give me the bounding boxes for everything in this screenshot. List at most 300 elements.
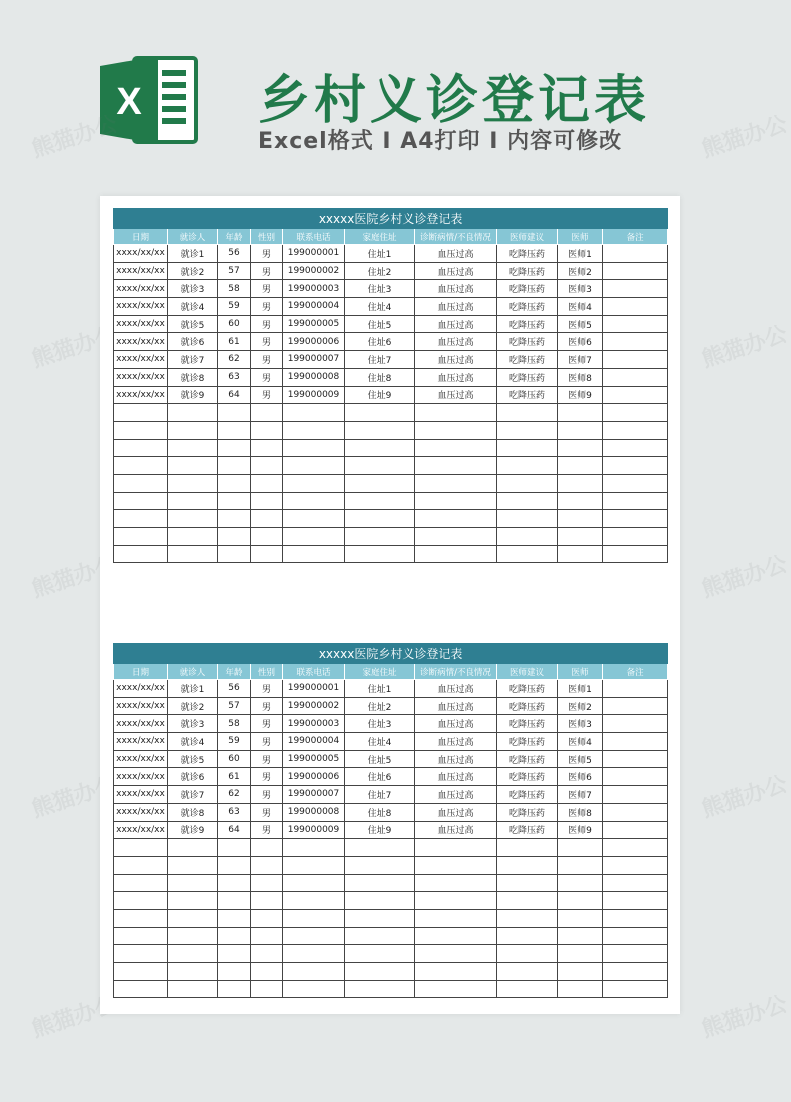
table-cell[interactable]: 血压过高 <box>415 697 497 715</box>
table-cell[interactable]: 男 <box>251 697 283 715</box>
table-cell[interactable]: 57 <box>218 262 251 280</box>
empty-cell[interactable] <box>283 474 345 492</box>
table-cell[interactable] <box>603 680 668 698</box>
empty-cell[interactable] <box>251 945 283 963</box>
table-cell[interactable]: 住址5 <box>345 750 415 768</box>
table-cell[interactable]: 男 <box>251 821 283 839</box>
table-cell[interactable]: 医师9 <box>558 821 603 839</box>
empty-cell[interactable] <box>218 545 251 563</box>
empty-cell[interactable] <box>558 963 603 981</box>
empty-cell[interactable] <box>558 874 603 892</box>
empty-cell[interactable] <box>114 909 168 927</box>
table-cell[interactable]: xxxx/xx/xx <box>114 333 168 351</box>
empty-cell[interactable] <box>603 874 668 892</box>
table-cell[interactable]: xxxx/xx/xx <box>114 750 168 768</box>
empty-cell[interactable] <box>251 839 283 857</box>
table-cell[interactable]: 男 <box>251 680 283 698</box>
table-cell[interactable]: 199000004 <box>283 733 345 751</box>
empty-cell[interactable] <box>283 909 345 927</box>
table-cell[interactable]: 住址2 <box>345 262 415 280</box>
table-cell[interactable]: 199000009 <box>283 821 345 839</box>
table-cell[interactable]: 血压过高 <box>415 821 497 839</box>
empty-cell[interactable] <box>345 927 415 945</box>
empty-cell[interactable] <box>497 839 558 857</box>
empty-cell[interactable] <box>168 457 218 475</box>
table-cell[interactable]: xxxx/xx/xx <box>114 315 168 333</box>
empty-cell[interactable] <box>114 892 168 910</box>
empty-cell[interactable] <box>168 927 218 945</box>
empty-cell[interactable] <box>114 945 168 963</box>
table-cell[interactable]: xxxx/xx/xx <box>114 386 168 404</box>
table-cell[interactable]: 199000008 <box>283 803 345 821</box>
empty-cell[interactable] <box>251 545 283 563</box>
empty-cell[interactable] <box>345 963 415 981</box>
empty-cell[interactable] <box>168 945 218 963</box>
empty-cell[interactable] <box>114 839 168 857</box>
empty-cell[interactable] <box>114 474 168 492</box>
empty-cell[interactable] <box>218 927 251 945</box>
table-cell[interactable]: 60 <box>218 750 251 768</box>
table-cell[interactable]: 血压过高 <box>415 245 497 263</box>
empty-cell[interactable] <box>114 457 168 475</box>
table-cell[interactable]: 63 <box>218 368 251 386</box>
table-cell[interactable] <box>603 786 668 804</box>
table-cell[interactable]: 医师8 <box>558 803 603 821</box>
empty-cell[interactable] <box>558 980 603 998</box>
empty-cell[interactable] <box>168 892 218 910</box>
table-cell[interactable]: 199000008 <box>283 368 345 386</box>
table-cell[interactable]: 就诊5 <box>168 750 218 768</box>
empty-cell[interactable] <box>415 892 497 910</box>
table-cell[interactable]: 血压过高 <box>415 786 497 804</box>
empty-cell[interactable] <box>497 856 558 874</box>
empty-cell[interactable] <box>603 439 668 457</box>
table-cell[interactable]: 医师5 <box>558 315 603 333</box>
table-cell[interactable] <box>603 768 668 786</box>
table-cell[interactable]: 医师2 <box>558 262 603 280</box>
table-cell[interactable]: xxxx/xx/xx <box>114 351 168 369</box>
table-cell[interactable] <box>603 262 668 280</box>
empty-cell[interactable] <box>558 510 603 528</box>
table-cell[interactable]: 吃降压药 <box>497 298 558 316</box>
table-cell[interactable]: 就诊2 <box>168 262 218 280</box>
table-cell[interactable] <box>603 315 668 333</box>
empty-cell[interactable] <box>603 528 668 546</box>
table-cell[interactable]: 199000007 <box>283 351 345 369</box>
empty-cell[interactable] <box>114 528 168 546</box>
empty-cell[interactable] <box>603 457 668 475</box>
table-cell[interactable]: xxxx/xx/xx <box>114 768 168 786</box>
table-cell[interactable] <box>603 697 668 715</box>
empty-cell[interactable] <box>415 927 497 945</box>
table-cell[interactable]: 男 <box>251 245 283 263</box>
table-cell[interactable]: 57 <box>218 697 251 715</box>
empty-cell[interactable] <box>283 421 345 439</box>
table-cell[interactable]: 医师3 <box>558 715 603 733</box>
empty-cell[interactable] <box>251 856 283 874</box>
empty-cell[interactable] <box>497 945 558 963</box>
table-cell[interactable]: 199000007 <box>283 786 345 804</box>
table-cell[interactable]: 56 <box>218 245 251 263</box>
table-cell[interactable]: 男 <box>251 803 283 821</box>
empty-cell[interactable] <box>603 945 668 963</box>
table-cell[interactable] <box>603 280 668 298</box>
table-cell[interactable]: 199000003 <box>283 715 345 733</box>
empty-cell[interactable] <box>558 545 603 563</box>
table-cell[interactable]: 男 <box>251 298 283 316</box>
table-cell[interactable]: 男 <box>251 315 283 333</box>
table-cell[interactable]: xxxx/xx/xx <box>114 715 168 733</box>
empty-cell[interactable] <box>114 927 168 945</box>
empty-cell[interactable] <box>558 856 603 874</box>
empty-cell[interactable] <box>218 963 251 981</box>
table-cell[interactable] <box>603 750 668 768</box>
empty-cell[interactable] <box>114 545 168 563</box>
table-cell[interactable]: 就诊8 <box>168 368 218 386</box>
empty-cell[interactable] <box>345 528 415 546</box>
table-cell[interactable]: 199000002 <box>283 262 345 280</box>
table-cell[interactable]: xxxx/xx/xx <box>114 680 168 698</box>
table-cell[interactable] <box>603 368 668 386</box>
table-cell[interactable]: 医师1 <box>558 245 603 263</box>
empty-cell[interactable] <box>497 874 558 892</box>
empty-cell[interactable] <box>218 421 251 439</box>
empty-cell[interactable] <box>251 492 283 510</box>
empty-cell[interactable] <box>168 510 218 528</box>
table-cell[interactable]: 就诊9 <box>168 821 218 839</box>
empty-cell[interactable] <box>603 421 668 439</box>
empty-cell[interactable] <box>497 421 558 439</box>
table-cell[interactable]: xxxx/xx/xx <box>114 262 168 280</box>
table-cell[interactable]: 199000005 <box>283 750 345 768</box>
empty-cell[interactable] <box>415 980 497 998</box>
table-cell[interactable]: 吃降压药 <box>497 386 558 404</box>
table-cell[interactable]: 62 <box>218 351 251 369</box>
empty-cell[interactable] <box>558 892 603 910</box>
empty-cell[interactable] <box>251 892 283 910</box>
table-cell[interactable]: 住址8 <box>345 368 415 386</box>
empty-cell[interactable] <box>497 404 558 422</box>
empty-cell[interactable] <box>603 492 668 510</box>
empty-cell[interactable] <box>415 839 497 857</box>
empty-cell[interactable] <box>345 439 415 457</box>
empty-cell[interactable] <box>114 510 168 528</box>
empty-cell[interactable] <box>168 856 218 874</box>
empty-cell[interactable] <box>603 510 668 528</box>
empty-cell[interactable] <box>415 510 497 528</box>
empty-cell[interactable] <box>558 404 603 422</box>
table-cell[interactable]: xxxx/xx/xx <box>114 368 168 386</box>
empty-cell[interactable] <box>497 528 558 546</box>
empty-cell[interactable] <box>218 909 251 927</box>
empty-cell[interactable] <box>558 457 603 475</box>
empty-cell[interactable] <box>251 457 283 475</box>
empty-cell[interactable] <box>497 492 558 510</box>
empty-cell[interactable] <box>114 874 168 892</box>
empty-cell[interactable] <box>114 421 168 439</box>
table-cell[interactable]: 59 <box>218 298 251 316</box>
empty-cell[interactable] <box>251 874 283 892</box>
empty-cell[interactable] <box>283 545 345 563</box>
empty-cell[interactable] <box>558 421 603 439</box>
table-cell[interactable] <box>603 245 668 263</box>
empty-cell[interactable] <box>168 874 218 892</box>
empty-cell[interactable] <box>415 945 497 963</box>
empty-cell[interactable] <box>603 892 668 910</box>
table-cell[interactable] <box>603 803 668 821</box>
table-cell[interactable]: 就诊9 <box>168 386 218 404</box>
empty-cell[interactable] <box>415 404 497 422</box>
empty-cell[interactable] <box>603 839 668 857</box>
empty-cell[interactable] <box>218 945 251 963</box>
table-cell[interactable]: 199000005 <box>283 315 345 333</box>
empty-cell[interactable] <box>345 945 415 963</box>
table-cell[interactable]: 199000001 <box>283 245 345 263</box>
empty-cell[interactable] <box>251 927 283 945</box>
empty-cell[interactable] <box>251 421 283 439</box>
table-cell[interactable]: 血压过高 <box>415 750 497 768</box>
empty-cell[interactable] <box>168 545 218 563</box>
empty-cell[interactable] <box>415 439 497 457</box>
empty-cell[interactable] <box>497 927 558 945</box>
table-cell[interactable]: 吃降压药 <box>497 803 558 821</box>
empty-cell[interactable] <box>283 945 345 963</box>
empty-cell[interactable] <box>251 510 283 528</box>
empty-cell[interactable] <box>497 909 558 927</box>
table-cell[interactable]: 血压过高 <box>415 368 497 386</box>
empty-cell[interactable] <box>114 980 168 998</box>
table-cell[interactable]: 住址4 <box>345 733 415 751</box>
empty-cell[interactable] <box>558 839 603 857</box>
table-cell[interactable]: xxxx/xx/xx <box>114 733 168 751</box>
empty-cell[interactable] <box>603 545 668 563</box>
table-cell[interactable] <box>603 351 668 369</box>
table-cell[interactable]: 就诊7 <box>168 351 218 369</box>
empty-cell[interactable] <box>251 474 283 492</box>
table-cell[interactable]: 吃降压药 <box>497 733 558 751</box>
table-cell[interactable]: 医师5 <box>558 750 603 768</box>
empty-cell[interactable] <box>415 457 497 475</box>
table-cell[interactable]: 63 <box>218 803 251 821</box>
empty-cell[interactable] <box>218 856 251 874</box>
empty-cell[interactable] <box>415 528 497 546</box>
empty-cell[interactable] <box>218 404 251 422</box>
table-cell[interactable]: 就诊3 <box>168 715 218 733</box>
empty-cell[interactable] <box>114 856 168 874</box>
table-cell[interactable]: 就诊6 <box>168 333 218 351</box>
empty-cell[interactable] <box>558 909 603 927</box>
table-cell[interactable] <box>603 821 668 839</box>
table-cell[interactable]: 58 <box>218 280 251 298</box>
table-cell[interactable]: 56 <box>218 680 251 698</box>
table-cell[interactable]: 64 <box>218 386 251 404</box>
table-cell[interactable]: 吃降压药 <box>497 715 558 733</box>
table-cell[interactable]: 就诊4 <box>168 733 218 751</box>
table-cell[interactable]: 吃降压药 <box>497 697 558 715</box>
table-cell[interactable]: 就诊3 <box>168 280 218 298</box>
empty-cell[interactable] <box>218 510 251 528</box>
empty-cell[interactable] <box>603 927 668 945</box>
empty-cell[interactable] <box>345 892 415 910</box>
table-cell[interactable]: 医师1 <box>558 680 603 698</box>
table-cell[interactable]: 男 <box>251 786 283 804</box>
empty-cell[interactable] <box>558 927 603 945</box>
empty-cell[interactable] <box>415 492 497 510</box>
table-cell[interactable]: 住址9 <box>345 386 415 404</box>
empty-cell[interactable] <box>283 510 345 528</box>
empty-cell[interactable] <box>114 963 168 981</box>
table-cell[interactable]: 住址6 <box>345 768 415 786</box>
table-cell[interactable]: 就诊1 <box>168 245 218 263</box>
table-cell[interactable]: 血压过高 <box>415 298 497 316</box>
table-cell[interactable]: 医师2 <box>558 697 603 715</box>
empty-cell[interactable] <box>345 474 415 492</box>
empty-cell[interactable] <box>497 457 558 475</box>
empty-cell[interactable] <box>603 474 668 492</box>
table-cell[interactable]: 男 <box>251 715 283 733</box>
empty-cell[interactable] <box>251 963 283 981</box>
empty-cell[interactable] <box>558 528 603 546</box>
table-cell[interactable]: 住址4 <box>345 298 415 316</box>
table-cell[interactable]: 住址6 <box>345 333 415 351</box>
table-cell[interactable]: 199000004 <box>283 298 345 316</box>
table-cell[interactable]: 医师7 <box>558 351 603 369</box>
empty-cell[interactable] <box>283 457 345 475</box>
table-cell[interactable]: 吃降压药 <box>497 262 558 280</box>
table-cell[interactable]: 吃降压药 <box>497 280 558 298</box>
table-cell[interactable]: xxxx/xx/xx <box>114 280 168 298</box>
table-cell[interactable]: 吃降压药 <box>497 680 558 698</box>
empty-cell[interactable] <box>603 980 668 998</box>
empty-cell[interactable] <box>497 980 558 998</box>
table-cell[interactable]: 199000006 <box>283 768 345 786</box>
empty-cell[interactable] <box>415 474 497 492</box>
table-cell[interactable]: 血压过高 <box>415 386 497 404</box>
table-cell[interactable]: 血压过高 <box>415 803 497 821</box>
table-cell[interactable]: xxxx/xx/xx <box>114 245 168 263</box>
empty-cell[interactable] <box>415 909 497 927</box>
table-cell[interactable]: 199000002 <box>283 697 345 715</box>
empty-cell[interactable] <box>168 421 218 439</box>
empty-cell[interactable] <box>218 874 251 892</box>
empty-cell[interactable] <box>283 927 345 945</box>
empty-cell[interactable] <box>114 492 168 510</box>
table-cell[interactable]: 就诊2 <box>168 697 218 715</box>
table-cell[interactable]: 吃降压药 <box>497 333 558 351</box>
empty-cell[interactable] <box>558 492 603 510</box>
table-cell[interactable]: 61 <box>218 333 251 351</box>
table-cell[interactable]: 医师4 <box>558 298 603 316</box>
table-cell[interactable]: 住址3 <box>345 280 415 298</box>
table-cell[interactable]: xxxx/xx/xx <box>114 821 168 839</box>
empty-cell[interactable] <box>345 980 415 998</box>
table-cell[interactable]: 血压过高 <box>415 315 497 333</box>
table-cell[interactable]: 男 <box>251 733 283 751</box>
empty-cell[interactable] <box>415 963 497 981</box>
empty-cell[interactable] <box>283 980 345 998</box>
empty-cell[interactable] <box>283 856 345 874</box>
table-cell[interactable]: 就诊1 <box>168 680 218 698</box>
table-cell[interactable]: 血压过高 <box>415 280 497 298</box>
table-cell[interactable]: 就诊4 <box>168 298 218 316</box>
empty-cell[interactable] <box>497 510 558 528</box>
table-cell[interactable]: 住址2 <box>345 697 415 715</box>
empty-cell[interactable] <box>168 839 218 857</box>
table-cell[interactable]: 男 <box>251 386 283 404</box>
empty-cell[interactable] <box>168 528 218 546</box>
table-cell[interactable]: 男 <box>251 333 283 351</box>
empty-cell[interactable] <box>251 909 283 927</box>
empty-cell[interactable] <box>497 963 558 981</box>
empty-cell[interactable] <box>558 439 603 457</box>
empty-cell[interactable] <box>415 874 497 892</box>
empty-cell[interactable] <box>251 980 283 998</box>
table-cell[interactable]: 吃降压药 <box>497 368 558 386</box>
empty-cell[interactable] <box>345 510 415 528</box>
table-cell[interactable]: 199000001 <box>283 680 345 698</box>
table-cell[interactable]: 住址1 <box>345 680 415 698</box>
empty-cell[interactable] <box>218 492 251 510</box>
empty-cell[interactable] <box>283 892 345 910</box>
empty-cell[interactable] <box>497 439 558 457</box>
empty-cell[interactable] <box>218 980 251 998</box>
table-cell[interactable]: 男 <box>251 368 283 386</box>
empty-cell[interactable] <box>497 892 558 910</box>
empty-cell[interactable] <box>345 457 415 475</box>
empty-cell[interactable] <box>283 404 345 422</box>
empty-cell[interactable] <box>603 404 668 422</box>
table-cell[interactable]: 59 <box>218 733 251 751</box>
table-cell[interactable]: 医师3 <box>558 280 603 298</box>
table-cell[interactable]: 住址5 <box>345 315 415 333</box>
table-cell[interactable]: 60 <box>218 315 251 333</box>
empty-cell[interactable] <box>603 963 668 981</box>
table-cell[interactable]: 血压过高 <box>415 768 497 786</box>
table-cell[interactable]: 吃降压药 <box>497 315 558 333</box>
table-cell[interactable]: 血压过高 <box>415 351 497 369</box>
empty-cell[interactable] <box>283 874 345 892</box>
empty-cell[interactable] <box>283 492 345 510</box>
empty-cell[interactable] <box>415 421 497 439</box>
table-cell[interactable]: 吃降压药 <box>497 821 558 839</box>
empty-cell[interactable] <box>497 474 558 492</box>
table-cell[interactable]: xxxx/xx/xx <box>114 803 168 821</box>
table-cell[interactable] <box>603 333 668 351</box>
empty-cell[interactable] <box>283 839 345 857</box>
empty-cell[interactable] <box>603 856 668 874</box>
empty-cell[interactable] <box>558 945 603 963</box>
table-cell[interactable]: 医师9 <box>558 386 603 404</box>
empty-cell[interactable] <box>114 404 168 422</box>
empty-cell[interactable] <box>218 892 251 910</box>
table-cell[interactable]: 住址3 <box>345 715 415 733</box>
empty-cell[interactable] <box>168 474 218 492</box>
table-cell[interactable] <box>603 386 668 404</box>
table-cell[interactable]: 吃降压药 <box>497 245 558 263</box>
table-cell[interactable]: 199000003 <box>283 280 345 298</box>
empty-cell[interactable] <box>251 528 283 546</box>
empty-cell[interactable] <box>168 404 218 422</box>
empty-cell[interactable] <box>251 439 283 457</box>
table-cell[interactable] <box>603 298 668 316</box>
table-cell[interactable]: 199000006 <box>283 333 345 351</box>
empty-cell[interactable] <box>283 963 345 981</box>
table-cell[interactable] <box>603 733 668 751</box>
table-cell[interactable]: 男 <box>251 262 283 280</box>
table-cell[interactable]: 医师7 <box>558 786 603 804</box>
table-cell[interactable]: 住址8 <box>345 803 415 821</box>
table-cell[interactable]: 吃降压药 <box>497 768 558 786</box>
